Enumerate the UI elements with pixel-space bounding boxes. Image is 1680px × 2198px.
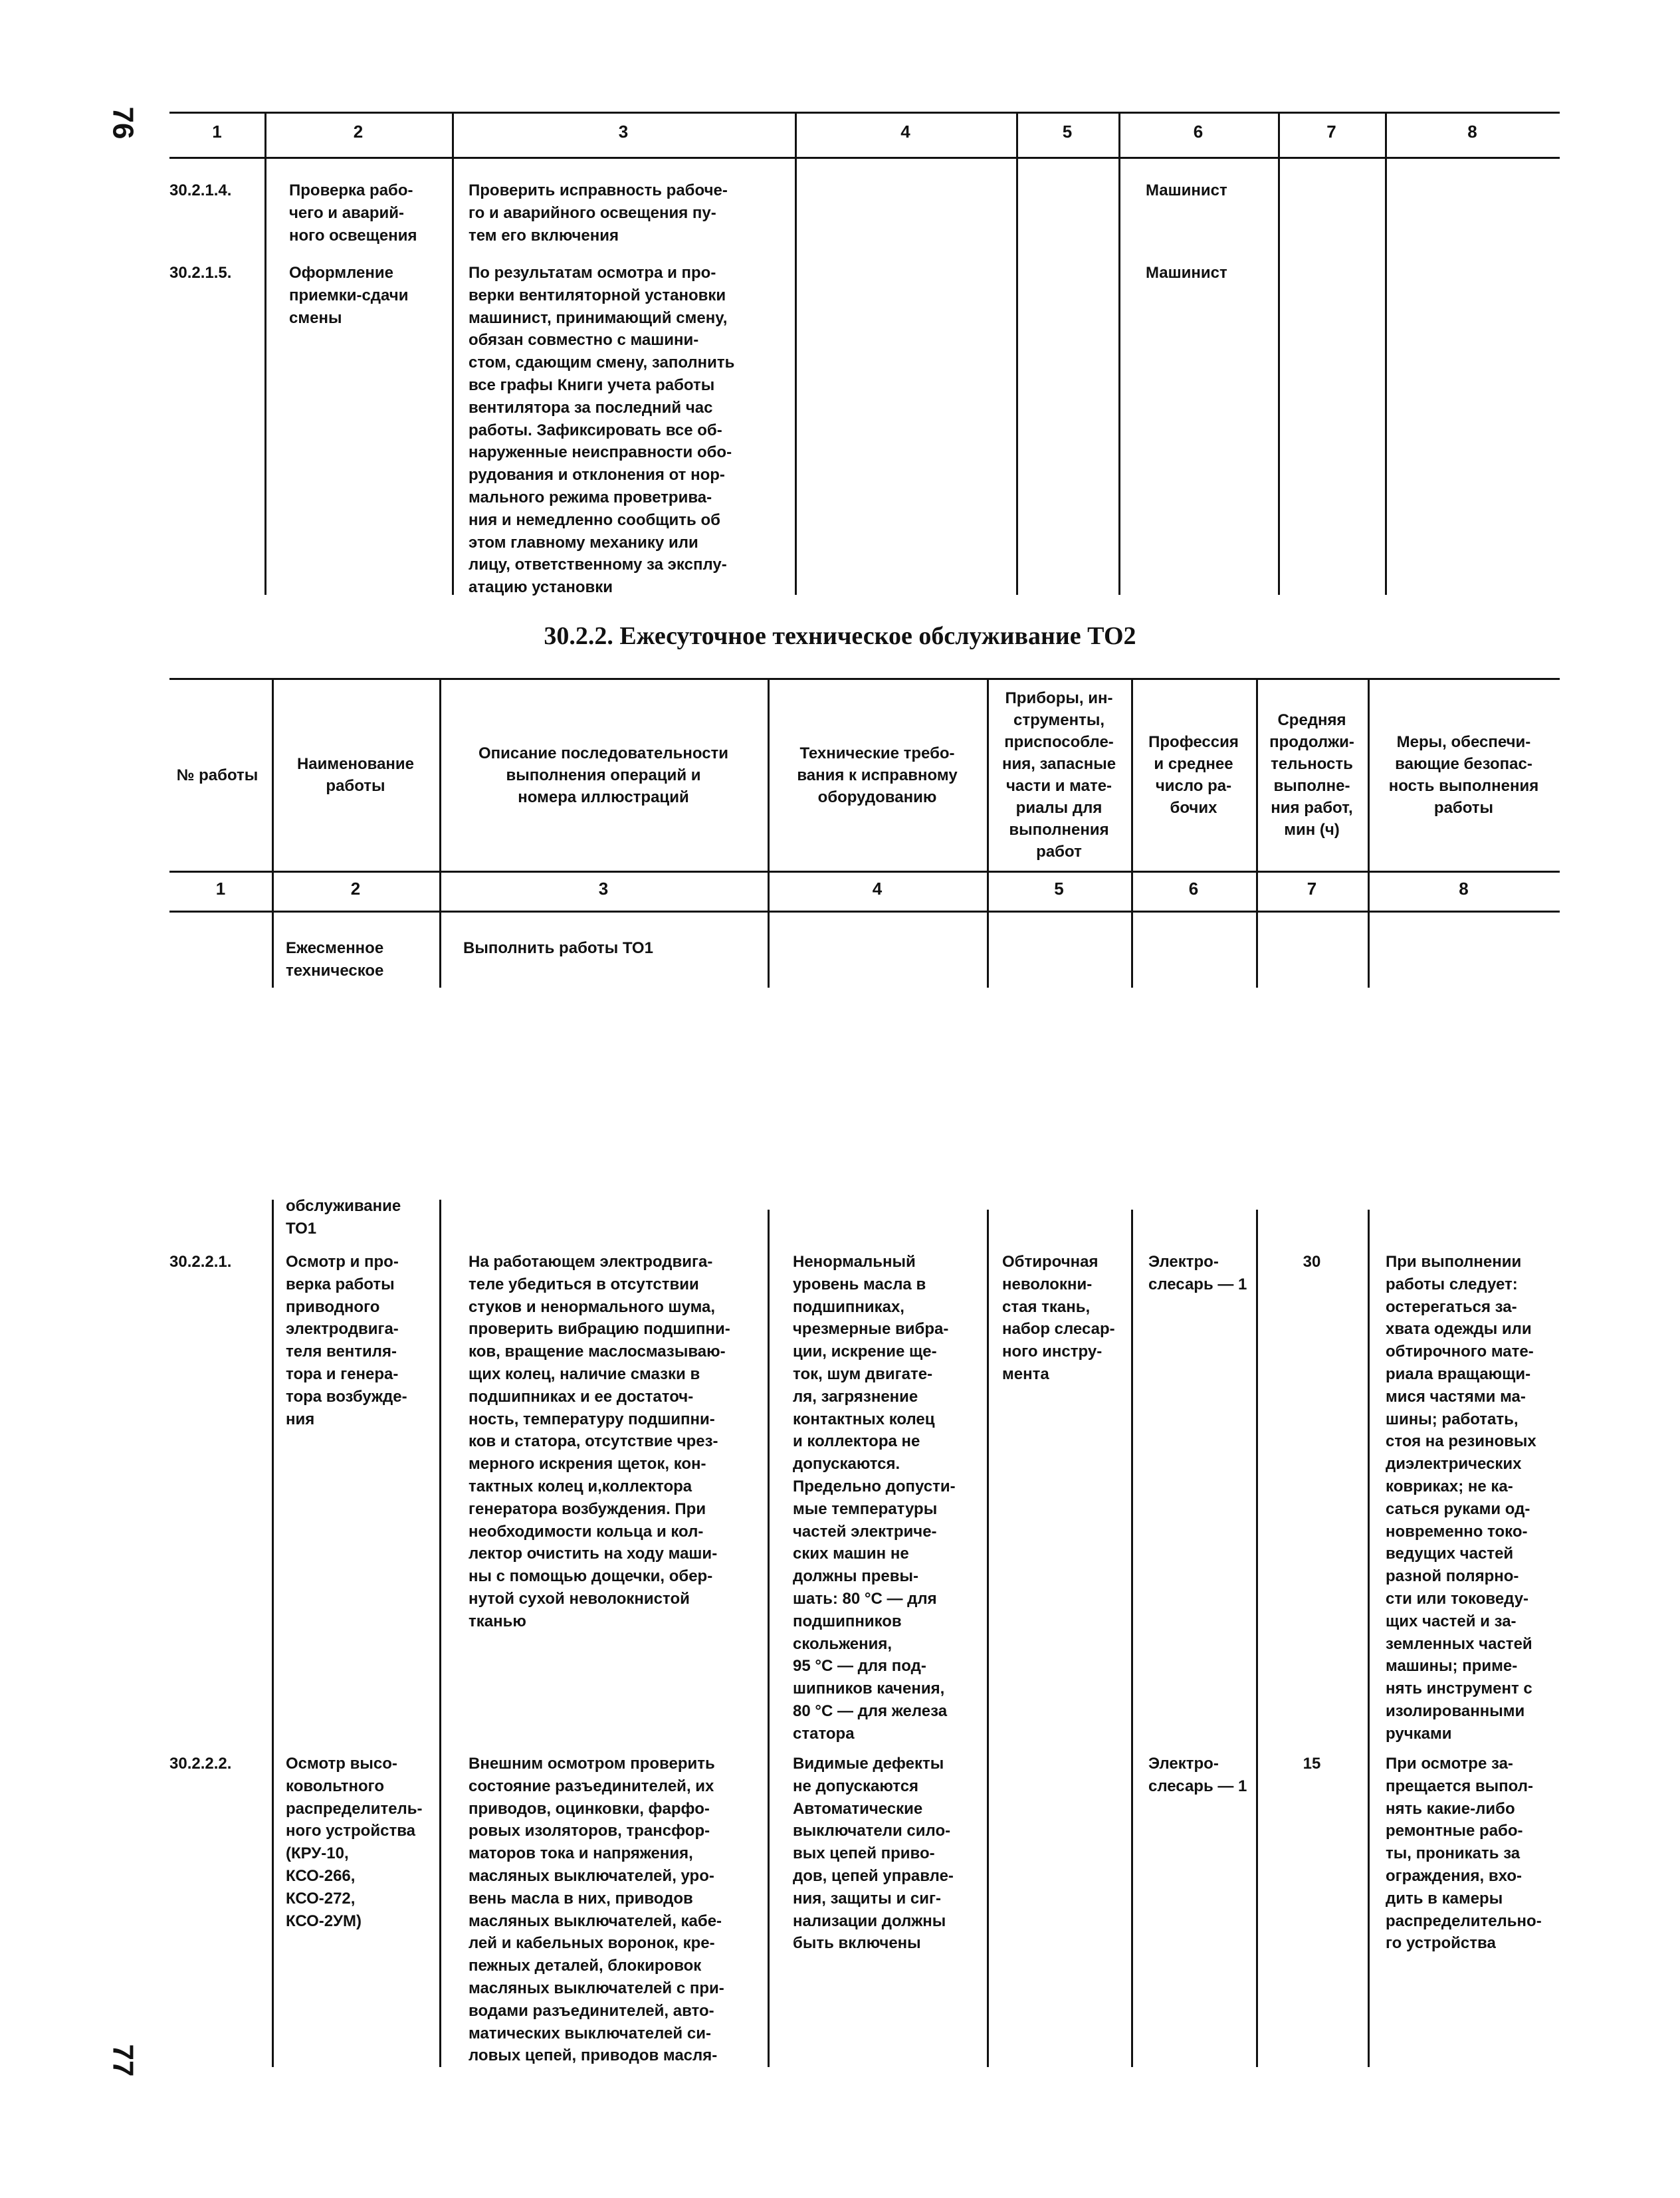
row-number: 30.2.1.5.: [169, 264, 232, 282]
column-number: 6: [1193, 122, 1204, 142]
row-description: Проверить исправность рабоче- го и аварийного освещения пу- тем его включения: [469, 181, 728, 245]
column-header-profession: Профессия и среднее число ра- бочих: [1148, 733, 1239, 817]
column-number: 7: [1326, 122, 1336, 142]
row-name: Проверка рабо- чего и аварий- ного освещения: [289, 181, 417, 245]
column-number: 2: [353, 122, 364, 142]
page-number-bottom: 77: [106, 2044, 140, 2077]
row-duration: 30: [1303, 1253, 1321, 1271]
row-description: По результатам осмотра и про- верки вентиляторной установки машинист, принимающий смену, обязан совместно с машини- стом, сдающим смену, заполнить все графы Книги учета работы вентилятора за последний час работы. Зафиксировать все об- наруженные неисправности обо- рудования и отклонения от нор- мального режима проветрива- ния и немедленно сообщить об этом главному механику или лицу, ответственному за эксплу- атацию установки: [469, 264, 735, 597]
column-number: 6: [1188, 879, 1199, 899]
column-number: 1: [215, 879, 226, 899]
intro-row-description: Выполнить работы ТО1: [463, 939, 653, 957]
column-header-description: Описание последовательности выполнения операций и номера иллюстраций: [478, 744, 729, 806]
row-number: 30.2.2.2.: [169, 1755, 232, 1773]
column-number: 5: [1062, 122, 1073, 142]
row-name: Осмотр высо- ковольтного распределитель- ного устройства (КРУ-10, КСО-266, КСО-272, КСО-2УМ): [286, 1755, 423, 1930]
column-header-safety: Меры, обеспечи- вающие безопас- ность выполнения работы: [1388, 733, 1539, 817]
section-title: 30.2.2. Ежесуточное техническое обслуживание ТО2: [544, 622, 1136, 650]
row-safety: При выполнении работы следует: остерегаться за- хвата одежды или обтирочного мате- риала вращающи- мися частями ма- шины; работать, стоя на резиновых диэлектрических ковриках; не ка- саться руками од- новременно токо- ведущих частей разной полярно- сти или токоведу- щих частей и за- земленных частей машины; приме- нять инструмент с изолированными ручками: [1386, 1253, 1536, 1743]
column-number: 4: [900, 122, 910, 142]
column-number: 7: [1307, 879, 1317, 899]
column-number: 2: [350, 879, 361, 899]
row-profession: Машинист: [1146, 181, 1227, 199]
intro-row-name-continued: обслуживание ТО1: [286, 1197, 401, 1238]
page-number-top: 76: [106, 106, 140, 140]
column-header-tools: Приборы, ин- струменты, приспособле- ния, запасные части и мате- риалы для выполнения работ: [1001, 689, 1116, 861]
row-description: На работающем электродвига- теле убедиться в отсутствии стуков и ненормального шума, проверить вибрацию подшипни- ков, вращение маслосмазываю- щих колец, наличие смазки в подшипниках и ее достаточ- ность, температуру подшипни- ков и статора, отсутствие чрез- мерного искрения щеток, кон- тактных колец и,коллектора генератора возбуждения. При необходимости кольца и кол- лектор очистить на ходу маши- ны с помощью дощечки, обер- нутой сухой неволокнистой тканью: [469, 1253, 730, 1630]
row-duration: 15: [1303, 1755, 1321, 1773]
column-number: 8: [1467, 122, 1477, 142]
column-number: 4: [872, 879, 883, 899]
column-header-requirements: Технические требо- вания к исправному оборудованию: [797, 744, 958, 806]
column-number: 3: [618, 122, 629, 142]
column-header-work-name: Наименование работы: [296, 755, 415, 795]
column-number: 1: [212, 122, 222, 142]
row-profession: Электро- слесарь — 1: [1148, 1253, 1247, 1293]
column-number: 8: [1459, 879, 1469, 899]
row-number: 30.2.2.1.: [169, 1253, 232, 1271]
column-header-work-number: № работы: [176, 766, 259, 784]
row-safety: При осмотре за- прещается выпол- нять какие-либо ремонтные рабо- ты, проникать за ограждения, вхо- дить в камеры распределительно- го устройства: [1386, 1755, 1542, 1953]
row-name: Осмотр и про- верка работы приводного электродвига- теля вентиля- тора и генера- тора возбужде- ния: [286, 1253, 407, 1428]
column-header-duration: Средняя продолжи- тельность выполне- ния работ, мин (ч): [1269, 711, 1354, 839]
row-number: 30.2.1.4.: [169, 181, 232, 199]
row-name: Оформление приемки-сдачи смены: [289, 264, 409, 327]
row-description: Внешним осмотром проверить состояние разъединителей, их приводов, оцинковки, фарфо- ровых изоляторов, трансфор- маторов тока и напряжения, масляных выключателей, уро- вень масла в них, приводов масляных выключателей, кабе- лей и кабельных воронок, кре- пежных деталей, блокировок масляных выключателей с при- водами разъединителей, авто- матических выключателей си- ловых цепей, приводов масля-: [469, 1755, 724, 2065]
row-requirements: Ненормальный уровень масла в подшипниках, чрезмерные вибра- ции, искрение ще- ток, шум двигате- ля, загрязнение контактных колец и коллектора не допускаются. Предельно допусти- мые температуры частей электриче- ских машин не должны превы- шать: 80 °С — для подшипников скольжения, 95 °С — для под- шипников качения, 80 °С — для железа статора: [793, 1253, 956, 1743]
row-tools: Обтирочная неволокни- стая ткань, набор слесар- ного инстру- мента: [1002, 1253, 1115, 1383]
column-number: 3: [598, 879, 609, 899]
row-profession: Машинист: [1146, 264, 1227, 282]
intro-row-name: Ежесменное техническое: [286, 939, 384, 980]
column-number: 5: [1054, 879, 1064, 899]
row-requirements: Видимые дефекты не допускаются Автоматические выключатели сило- вых цепей приво- дов, цепей управле- ния, защиты и сиг- нализации должны быть включены: [793, 1755, 954, 1953]
row-profession: Электро- слесарь — 1: [1148, 1755, 1247, 1795]
